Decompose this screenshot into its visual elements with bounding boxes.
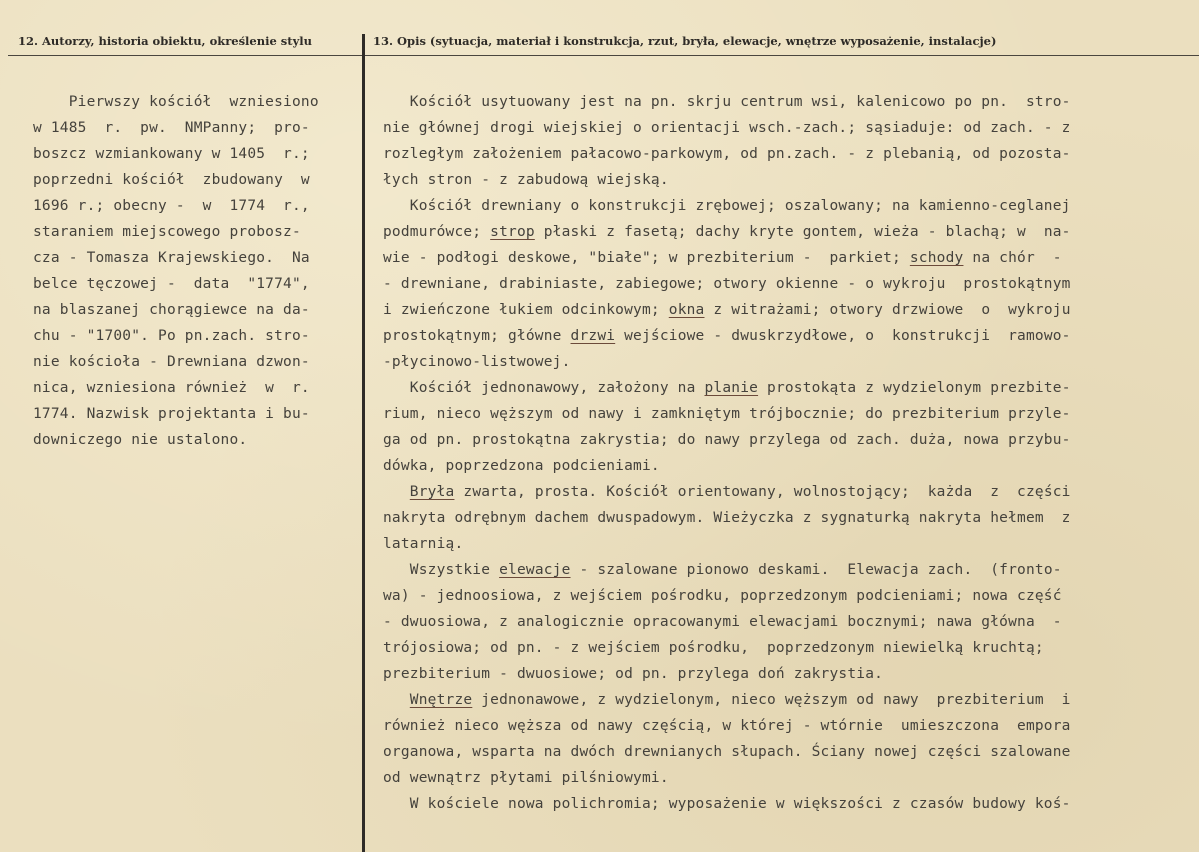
text-line: nie kościoła - Drewniana dzwon-: [33, 354, 310, 370]
text-line: 1696 r.; obecny - w 1774 r.,: [33, 198, 310, 214]
text-line: belce tęczowej - data "1774",: [33, 276, 310, 292]
text-line: podmurówce; strop płaski z fasetą; dachy kryte gontem, wieża - blachą; w na-: [383, 224, 1071, 240]
text-line: organowa, wsparta na dwóch drewnianych słupach. Ściany nowej części szalowane: [383, 744, 1071, 760]
underlined-term: Wnętrze: [409, 692, 473, 708]
text-line: nica, wzniesiona również w r.: [33, 380, 310, 396]
text-line: cza - Tomasza Krajewskiego. Na: [33, 250, 310, 266]
history-text-column: [33, 89, 346, 453]
text-line: od wewnątrz płytami pilśniowymi.: [383, 770, 669, 786]
text-line: 1774. Nazwisk projektanta i bu-: [33, 406, 310, 422]
text-line: Pierwszy kościół wzniesiono: [33, 94, 319, 110]
section-12-header: 12. Autorzy, historia obiektu, określenie stylu: [18, 34, 312, 48]
column-divider: [362, 34, 365, 852]
underlined-term: okna: [668, 302, 705, 318]
text-line: i zwieńczone łukiem odcinkowym; okna z witrażami; otwory drzwiowe o wykroju: [383, 302, 1071, 318]
text-line: Kościół usytuowany jest na pn. skrju centrum wsi, kalenicowo po pn. stro-: [383, 94, 1071, 110]
underlined-term: Bryła: [409, 484, 455, 500]
underlined-term: drzwi: [570, 328, 616, 344]
text-line: latarnią.: [383, 536, 464, 552]
section-13-header: 13. Opis (sytuacja, materiał i konstrukcja, rzut, bryła, elewacje, wnętrze wyposażenie, instalacje): [373, 34, 997, 48]
text-line: rium, nieco węższym od nawy i zamkniętym trójbocznie; do prezbiterium przyle-: [383, 406, 1071, 422]
text-line: ga od pn. prostokątna zakrystia; do nawy przylega od zach. duża, nowa przybu-: [383, 432, 1071, 448]
underlined-term: schody: [909, 250, 964, 266]
text-line: nie głównej drogi wiejskiej o orientacji wsch.-zach.; sąsiaduje: od zach. - z: [383, 120, 1071, 136]
text-line: chu - "1700". Po pn.zach. stro-: [33, 328, 310, 344]
text-line: Bryła zwarta, prosta. Kościół orientowany, wolnostojący; każda z części: [409, 484, 1071, 500]
text-line: dówka, poprzedzona podcieniami.: [383, 458, 660, 474]
text-line: W kościele nowa polichromia; wyposażenie w większości z czasów budowy koś-: [383, 796, 1071, 812]
underlined-term: planie: [704, 380, 759, 396]
underlined-term: elewacje: [499, 562, 571, 578]
text-line: poprzedni kościół zbudowany w: [33, 172, 310, 188]
text-line: Wszystkie elewacje - szalowane pionowo deskami. Elewacja zach. (fronto-: [383, 562, 1062, 578]
text-line: prezbiterium - dwuosiowe; od pn. przylega doń zakrystia.: [383, 666, 884, 682]
text-line: - dwuosiowa, z analogicznie opracowanymi elewacjami bocznymi; nawa główna -: [383, 614, 1062, 630]
text-line: rozległym założeniem pałacowo-parkowym, od pn.zach. - z plebanią, od pozosta-: [383, 146, 1071, 162]
text-line: -płycinowo-listwowej.: [383, 354, 571, 370]
description-text-column: [383, 89, 1155, 817]
text-line: downiczego nie ustalono.: [33, 432, 248, 448]
text-line: w 1485 r. pw. NMPanny; pro-: [33, 120, 310, 136]
text-line: nakryta odrębnym dachem dwuspadowym. Wieżyczka z sygnaturką nakryta hełmem z: [383, 510, 1071, 526]
text-line: wie - podłogi deskowe, "białe"; w prezbiterium - parkiet; schody na chór -: [383, 250, 1062, 266]
text-line: staraniem miejscowego probosz-: [33, 224, 301, 240]
text-line: boszcz wzmiankowany w 1405 r.;: [33, 146, 310, 162]
text-line: wa) - jednoosiowa, z wejściem pośrodku, poprzedzonym podcieniami; nowa część: [383, 588, 1062, 604]
text-line: Kościół drewniany o konstrukcji zrębowej; oszalowany; na kamienno-ceglanej: [383, 198, 1071, 214]
text-line: prostokątnym; główne drzwi wejściowe - dwuskrzydłowe, o konstrukcji ramowo-: [383, 328, 1071, 344]
text-line: Wnętrze jednonawowe, z wydzielonym, nieco węższym od nawy prezbiterium i: [409, 692, 1071, 708]
text-line: Kościół jednonawowy, założony na planie prostokąta z wydzielonym prezbite-: [383, 380, 1071, 396]
underlined-term: strop: [490, 224, 535, 240]
text-line: na blaszanej chorągiewce na da-: [33, 302, 310, 318]
text-line: również nieco węższa od nawy częścią, w której - wtórnie umieszczona empora: [383, 718, 1071, 734]
text-line: - drewniane, drabiniaste, zabiegowe; otwory okienne - o wykroju prostokątnym: [383, 276, 1071, 292]
text-line: łych stron - z zabudową wiejską.: [383, 172, 669, 188]
header-rule: [8, 55, 1199, 56]
text-line: trójosiowa; od pn. - z wejściem pośrodku, poprzedzonym niewielką kruchtą;: [383, 640, 1044, 656]
